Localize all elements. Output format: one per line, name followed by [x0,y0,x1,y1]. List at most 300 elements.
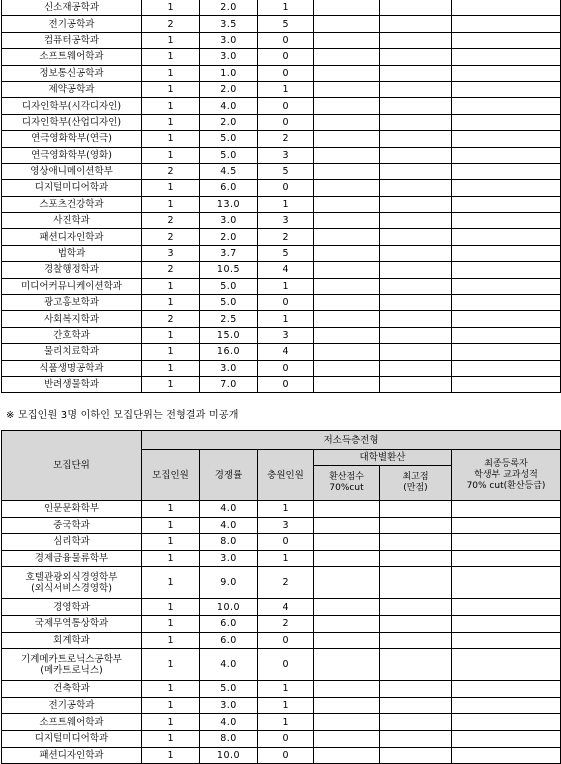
table-row [2,567,561,599]
cell-empty [314,245,380,261]
header-top: 최고점 (만점) [380,466,452,501]
cell-empty [380,16,452,32]
cell-quota: 1 [142,81,200,97]
cell-extra: 0 [258,32,314,48]
cell-quota: 2 [142,16,200,32]
cell-extra: 2 [258,229,314,245]
cell-empty [314,534,380,551]
cell-empty [380,147,452,163]
cell-extra: 3 [258,147,314,163]
table-row [2,615,561,632]
cell-quota: 1 [142,534,200,551]
cell-empty [314,278,380,294]
cell-ratio: 6.0 [200,180,258,196]
cell-ratio: 3.7 [200,245,258,261]
header-quota: 모집인원 [142,450,200,501]
cell-empty [452,81,561,97]
cell-extra: 0 [258,114,314,130]
cell-empty [452,550,561,567]
cell-empty [452,681,561,698]
cell-empty [452,534,561,551]
cell-empty [380,501,452,518]
cell-empty [380,550,452,567]
cell-empty [452,180,561,196]
cell-empty [314,615,380,632]
table-row [2,16,561,32]
cell-empty [380,730,452,747]
cell-empty [452,501,561,518]
cell-unit: 전기공학과 [2,697,142,714]
cell-quota: 1 [142,49,200,65]
cell-empty [314,327,380,343]
cell-empty [314,599,380,616]
cell-ratio: 4.0 [200,517,258,534]
table-row [2,730,561,747]
cell-empty [380,327,452,343]
cell-empty [380,0,452,16]
cell-extra: 0 [258,632,314,649]
cell-quota: 1 [142,344,200,360]
table-row [2,295,561,311]
cell-ratio: 13.0 [200,196,258,212]
cell-empty [380,534,452,551]
cell-ratio: 3.0 [200,49,258,65]
cell-extra: 3 [258,517,314,534]
table-row [2,65,561,81]
cell-extra: 1 [258,550,314,567]
cell-empty [452,730,561,747]
cell-extra: 2 [258,131,314,147]
cell-quota: 3 [142,245,200,261]
cell-empty [314,16,380,32]
cell-ratio: 4.0 [200,714,258,731]
cell-empty [314,213,380,229]
cell-empty [314,131,380,147]
table-body [2,0,561,393]
cell-empty [314,649,380,681]
cell-empty [452,311,561,327]
cell-ratio: 2.0 [200,81,258,97]
cell-unit: 소프트웨어학과 [2,714,142,731]
cell-extra: 1 [258,81,314,97]
cell-ratio: 3.0 [200,213,258,229]
table-row [2,714,561,731]
cell-quota: 1 [142,196,200,212]
table-row [2,697,561,714]
cell-ratio: 5.0 [200,681,258,698]
cell-quota: 1 [142,376,200,392]
cell-quota: 1 [142,697,200,714]
cell-empty [380,196,452,212]
table-body [2,501,561,764]
table-row [2,98,561,114]
table-row [2,360,561,376]
cell-empty [380,747,452,764]
cell-ratio: 8.0 [200,730,258,747]
table-row [2,534,561,551]
cell-empty [380,681,452,698]
cell-empty [380,245,452,261]
cell-ratio: 2.0 [200,0,258,16]
cell-empty [380,229,452,245]
cell-unit: 소프트웨어학과 [2,49,142,65]
cell-empty [314,681,380,698]
cell-extra: 0 [258,534,314,551]
cell-empty [452,114,561,130]
cell-extra: 2 [258,615,314,632]
cell-empty [314,714,380,731]
cell-quota: 2 [142,262,200,278]
cell-unit: 국제무역통상학과 [2,615,142,632]
cell-ratio: 16.0 [200,344,258,360]
cell-empty [314,98,380,114]
cell-empty [452,517,561,534]
cell-empty [452,360,561,376]
table-row [2,311,561,327]
cell-ratio: 3.0 [200,32,258,48]
cell-ratio: 5.0 [200,295,258,311]
table-row [2,0,561,16]
cell-empty [380,567,452,599]
cell-empty [314,262,380,278]
cell-empty [452,295,561,311]
cell-empty [452,344,561,360]
cell-empty [314,196,380,212]
cell-empty [380,295,452,311]
cell-extra: 0 [258,98,314,114]
cell-ratio: 4.5 [200,163,258,179]
cell-extra: 1 [258,311,314,327]
cell-unit: 디지털미디어학과 [2,180,142,196]
cell-empty [380,278,452,294]
table-row [2,327,561,343]
cell-extra: 0 [258,747,314,764]
cell-extra: 0 [258,360,314,376]
cell-empty [314,65,380,81]
cell-extra: 1 [258,697,314,714]
cell-empty [452,163,561,179]
cell-empty [380,376,452,392]
cell-empty [452,0,561,16]
cell-empty [314,344,380,360]
cell-quota: 2 [142,229,200,245]
cell-empty [452,65,561,81]
cell-quota: 1 [142,360,200,376]
cell-quota: 2 [142,213,200,229]
cell-unit: 물리치료학과 [2,344,142,360]
cell-empty [314,730,380,747]
cell-quota: 1 [142,114,200,130]
cell-empty [314,0,380,16]
cell-quota: 2 [142,311,200,327]
cell-empty [452,327,561,343]
cell-empty [314,517,380,534]
cell-empty [380,649,452,681]
cell-ratio: 2.5 [200,311,258,327]
table-row [2,262,561,278]
low-income-admission-table [1,430,561,764]
cell-unit: 호텔관광외식경영학부 (외식서비스경영학) [2,567,142,599]
cell-empty [452,49,561,65]
cell-quota: 1 [142,147,200,163]
cell-empty [380,599,452,616]
cell-unit: 제약공학과 [2,81,142,97]
cell-empty [452,32,561,48]
table-row [2,81,561,97]
cell-unit: 광고홍보학과 [2,295,142,311]
cell-extra: 5 [258,163,314,179]
cell-unit: 패션디자인학과 [2,747,142,764]
cell-empty [380,213,452,229]
table-row [2,681,561,698]
cell-quota: 1 [142,599,200,616]
cell-extra: 1 [258,501,314,518]
table-row [2,32,561,48]
cell-ratio: 4.0 [200,98,258,114]
cell-unit: 회계학과 [2,632,142,649]
header-ratio: 경쟁률 [200,450,258,501]
table-row [2,245,561,261]
cell-empty [452,16,561,32]
cell-empty [452,714,561,731]
cell-empty [380,49,452,65]
cell-quota: 1 [142,615,200,632]
cell-quota: 1 [142,730,200,747]
header-extra: 충원인원 [258,450,314,501]
cell-extra: 3 [258,327,314,343]
cell-extra: 5 [258,16,314,32]
cell-ratio: 5.0 [200,147,258,163]
cell-extra: 0 [258,295,314,311]
table-row [2,196,561,212]
cell-ratio: 5.0 [200,131,258,147]
header-unit: 모집단위 [2,431,142,501]
cell-extra: 1 [258,196,314,212]
cell-ratio: 7.0 [200,376,258,392]
cell-empty [452,599,561,616]
cell-empty [314,81,380,97]
cell-empty [380,65,452,81]
table-row [2,649,561,681]
cell-unit: 심리학과 [2,534,142,551]
cell-quota: 1 [142,567,200,599]
cell-quota: 1 [142,295,200,311]
cell-empty [380,262,452,278]
cell-extra: 2 [258,567,314,599]
table-row [2,599,561,616]
cell-empty [452,615,561,632]
cell-quota: 1 [142,98,200,114]
cell-ratio: 4.0 [200,649,258,681]
cell-unit: 간호학과 [2,327,142,343]
cell-extra: 0 [258,730,314,747]
cell-unit: 기계메카트로닉스공학부 (메카트로닉스) [2,649,142,681]
cell-extra: 1 [258,681,314,698]
cell-empty [380,344,452,360]
table-row [2,163,561,179]
cell-unit: 미디어커뮤니케이션학과 [2,278,142,294]
cell-empty [452,147,561,163]
cell-unit: 신소재공학과 [2,0,142,16]
cell-empty [452,229,561,245]
cell-quota: 1 [142,501,200,518]
cell-unit: 전기공학과 [2,16,142,32]
cell-quota: 1 [142,747,200,764]
cell-extra: 0 [258,49,314,65]
cell-quota: 1 [142,714,200,731]
cell-extra: 4 [258,262,314,278]
cell-unit: 컴퓨터공학과 [2,32,142,48]
cell-empty [380,360,452,376]
cell-ratio: 1.0 [200,65,258,81]
table-row [2,344,561,360]
cell-empty [452,196,561,212]
table-row [2,747,561,764]
cell-unit: 정보통신공학과 [2,65,142,81]
cell-unit: 연극영화학부(영화) [2,147,142,163]
cell-ratio: 8.0 [200,534,258,551]
cell-empty [314,295,380,311]
cell-empty [380,632,452,649]
cell-empty [380,517,452,534]
table-row [2,213,561,229]
table-row [2,550,561,567]
cell-ratio: 10.0 [200,599,258,616]
cell-unit: 법학과 [2,245,142,261]
cell-ratio: 3.5 [200,16,258,32]
cell-empty [380,98,452,114]
table-row [2,229,561,245]
cell-quota: 1 [142,65,200,81]
cell-ratio: 4.0 [200,501,258,518]
cell-unit: 패션디자인학과 [2,229,142,245]
cell-empty [380,32,452,48]
cell-ratio: 3.0 [200,697,258,714]
cell-extra: 0 [258,649,314,681]
cell-empty [314,311,380,327]
cell-quota: 1 [142,517,200,534]
cell-ratio: 3.0 [200,550,258,567]
cell-unit: 디지털미디어학과 [2,730,142,747]
disclosure-note: ※ 모집인원 3명 이하인 모집단위는 전형결과 미공개 [6,410,239,421]
cell-empty [314,697,380,714]
cell-extra: 0 [258,180,314,196]
cell-empty [380,163,452,179]
cell-extra: 3 [258,213,314,229]
cell-extra: 1 [258,278,314,294]
cell-ratio: 9.0 [200,567,258,599]
cell-empty [314,163,380,179]
cell-ratio: 10.0 [200,747,258,764]
admission-results-table-top [1,0,561,393]
cell-unit: 경찰행정학과 [2,262,142,278]
cell-extra: 1 [258,714,314,731]
cell-empty [452,262,561,278]
cell-empty [380,311,452,327]
header-conv70: 환산점수 70%cut [314,466,380,501]
cell-unit: 디자인학부(산업디자인) [2,114,142,130]
cell-empty [380,81,452,97]
cell-quota: 1 [142,0,200,16]
cell-empty [452,747,561,764]
cell-empty [452,278,561,294]
cell-unit: 경제금융물류학부 [2,550,142,567]
cell-ratio: 5.0 [200,278,258,294]
cell-quota: 1 [142,681,200,698]
table-row [2,517,561,534]
cell-quota: 1 [142,278,200,294]
cell-empty [380,697,452,714]
header-univ-conv: 대학별환산 [314,450,452,466]
cell-empty [314,180,380,196]
cell-empty [452,245,561,261]
cell-extra: 4 [258,344,314,360]
cell-unit: 인문문화학부 [2,501,142,518]
cell-unit: 경영학과 [2,599,142,616]
cell-empty [314,550,380,567]
cell-unit: 식품생명공학과 [2,360,142,376]
table-row [2,180,561,196]
cell-empty [380,131,452,147]
cell-unit: 디자인학부(시각디자인) [2,98,142,114]
cell-empty [452,213,561,229]
cell-empty [314,632,380,649]
table-row [2,49,561,65]
cell-quota: 1 [142,327,200,343]
cell-empty [314,501,380,518]
cell-extra: 0 [258,65,314,81]
cell-empty [314,567,380,599]
header-group: 저소득층전형 [142,431,561,450]
cell-quota: 1 [142,632,200,649]
cell-unit: 중국학과 [2,517,142,534]
table-row [2,376,561,392]
cell-extra: 5 [258,245,314,261]
cell-ratio: 15.0 [200,327,258,343]
cell-ratio: 6.0 [200,632,258,649]
cell-empty [314,32,380,48]
cell-unit: 사회복지학과 [2,311,142,327]
cell-ratio: 10.5 [200,262,258,278]
cell-unit: 연극영화학부(연극) [2,131,142,147]
cell-empty [314,229,380,245]
header-final: 최종등록자 학생부 교과성적 70% cut(환산등급) [452,450,561,501]
cell-unit: 반려생물학과 [2,376,142,392]
cell-ratio: 3.0 [200,360,258,376]
cell-empty [314,376,380,392]
cell-empty [314,360,380,376]
cell-empty [314,49,380,65]
cell-extra: 1 [258,0,314,16]
cell-empty [452,131,561,147]
table-row [2,131,561,147]
table-row [2,278,561,294]
cell-empty [452,632,561,649]
cell-unit: 건축학과 [2,681,142,698]
cell-ratio: 2.0 [200,229,258,245]
cell-empty [452,649,561,681]
cell-empty [452,376,561,392]
cell-empty [380,714,452,731]
cell-extra: 0 [258,376,314,392]
cell-empty [314,114,380,130]
cell-empty [452,697,561,714]
cell-quota: 1 [142,550,200,567]
cell-empty [452,567,561,599]
cell-unit: 스포츠건강학과 [2,196,142,212]
cell-empty [452,98,561,114]
table-row [2,501,561,518]
